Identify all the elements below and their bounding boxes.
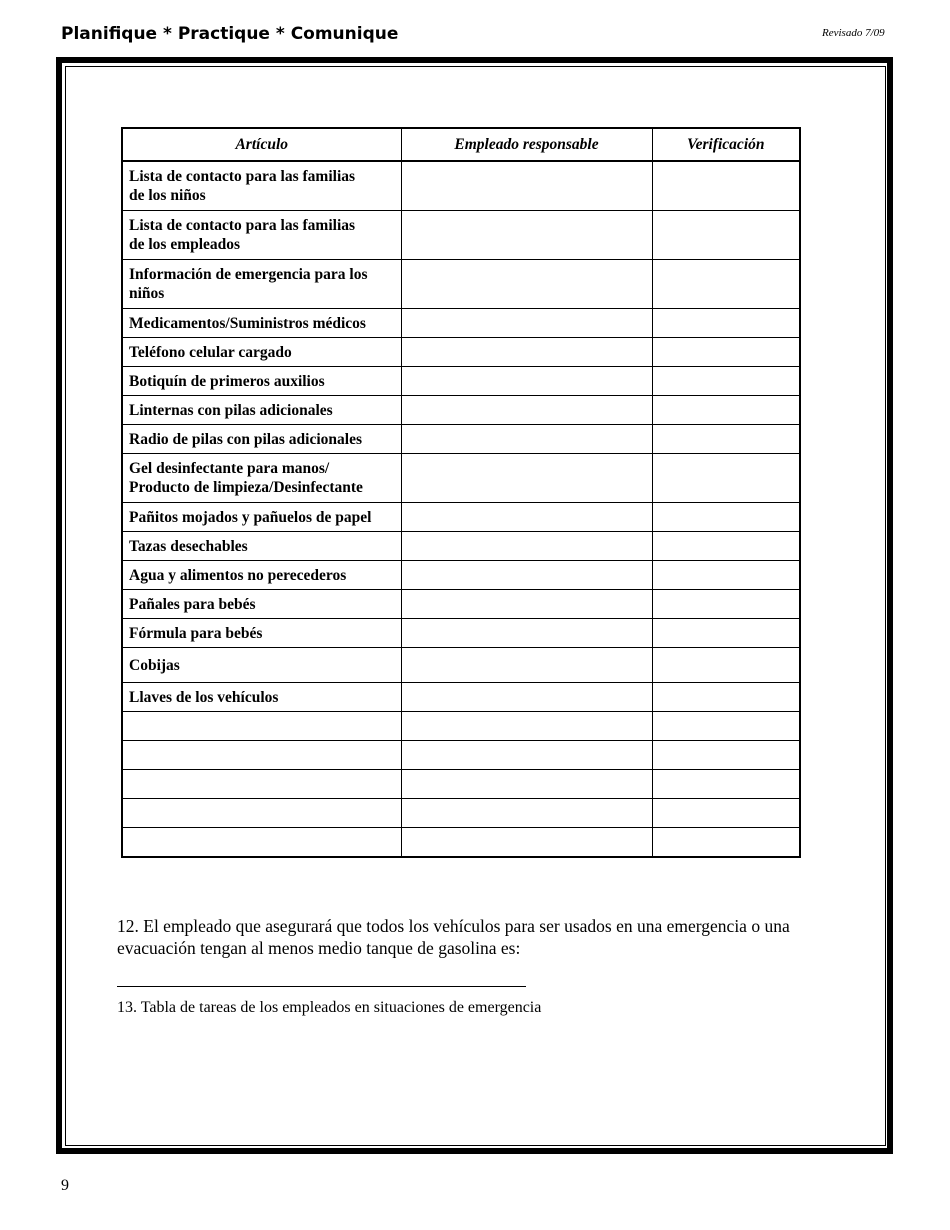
table-row [122,648,800,683]
verification-cell[interactable] [652,712,800,741]
item-cell [122,211,401,260]
item-cell-blank[interactable] [122,770,401,799]
verification-cell[interactable] [652,799,800,828]
item-cell [122,454,401,503]
responsible-employee-cell[interactable] [401,648,652,683]
item-cell: Radio de pilas con pilas adicionales [122,425,401,454]
item-label-line2: Producto de limpieza/Desinfectante [129,479,363,496]
verification-cell[interactable] [652,309,800,338]
responsible-employee-cell[interactable] [401,712,652,741]
verification-cell[interactable] [652,590,800,619]
item-cell: Llaves de los vehículos [122,683,401,712]
responsible-employee-cell[interactable] [401,741,652,770]
table-row [122,619,800,648]
table-row [122,161,800,211]
page-number: 9 [61,1177,69,1194]
table-row-blank [122,799,800,828]
verification-cell[interactable] [652,260,800,309]
column-header-item: Artículo [122,128,401,161]
responsible-employee-cell[interactable] [401,161,652,211]
item-cell: Agua y alimentos no perecederos [122,561,401,590]
revision-date: Revisado 7/09 [822,27,885,39]
item-cell [122,161,401,211]
item-cell-blank[interactable] [122,712,401,741]
table-row [122,590,800,619]
table-row [122,260,800,309]
item-cell: Medicamentos/Suministros médicos [122,309,401,338]
item-cell-blank[interactable] [122,799,401,828]
responsible-employee-cell[interactable] [401,338,652,367]
section-13-heading: 13. Tabla de tareas de los empleados en situaciones de emergencia [117,999,542,1016]
verification-cell[interactable] [652,770,800,799]
item-label-line1: Lista de contacto para las familias [129,217,356,234]
responsible-employee-cell[interactable] [401,799,652,828]
table-header-row [122,128,800,161]
verification-cell[interactable] [652,532,800,561]
verification-cell[interactable] [652,619,800,648]
table-row [122,561,800,590]
question-12-answer-line[interactable] [117,986,526,987]
responsible-employee-cell[interactable] [401,590,652,619]
item-label-line1: Información de emergencia para los [129,266,368,283]
verification-cell[interactable] [652,396,800,425]
verification-cell[interactable] [652,561,800,590]
item-cell-blank[interactable] [122,828,401,858]
responsible-employee-cell[interactable] [401,683,652,712]
item-cell-blank[interactable] [122,741,401,770]
table-row [122,309,800,338]
verification-cell[interactable] [652,161,800,211]
table-row [122,503,800,532]
item-cell: Pañitos mojados y pañuelos de papel [122,503,401,532]
emergency-supplies-table [121,127,801,858]
table-row-blank [122,828,800,858]
item-cell: Botiquín de primeros auxilios [122,367,401,396]
item-label-line2: de los empleados [129,236,241,253]
table-row [122,454,800,503]
item-label-line1: Lista de contacto para las familias [129,168,356,185]
item-cell: Teléfono celular cargado [122,338,401,367]
responsible-employee-cell[interactable] [401,425,652,454]
item-cell: Cobijas [122,648,401,683]
verification-cell[interactable] [652,211,800,260]
table-row [122,532,800,561]
item-label-line2: niños [129,285,165,302]
column-header-verification: Verificación [652,128,800,161]
verification-cell[interactable] [652,828,800,858]
responsible-employee-cell[interactable] [401,828,652,858]
responsible-employee-cell[interactable] [401,619,652,648]
table-row [122,683,800,712]
item-cell: Tazas desechables [122,532,401,561]
responsible-employee-cell[interactable] [401,309,652,338]
table-row-blank [122,712,800,741]
table-row [122,338,800,367]
responsible-employee-cell[interactable] [401,211,652,260]
verification-cell[interactable] [652,425,800,454]
table-row [122,396,800,425]
verification-cell[interactable] [652,503,800,532]
verification-cell[interactable] [652,454,800,503]
table-row-blank [122,770,800,799]
item-cell [122,260,401,309]
responsible-employee-cell[interactable] [401,367,652,396]
table-row-blank [122,741,800,770]
responsible-employee-cell[interactable] [401,503,652,532]
table-row [122,425,800,454]
table-row [122,211,800,260]
verification-cell[interactable] [652,367,800,396]
item-cell: Fórmula para bebés [122,619,401,648]
item-label-line1: Gel desinfectante para manos/ [129,460,330,477]
verification-cell[interactable] [652,741,800,770]
column-header-responsible-employee: Empleado responsable [401,128,652,161]
responsible-employee-cell[interactable] [401,532,652,561]
verification-cell[interactable] [652,683,800,712]
responsible-employee-cell[interactable] [401,561,652,590]
item-cell: Pañales para bebés [122,590,401,619]
question-12-text: 12. El empleado que asegurará que todos los vehículos para ser usados en una emergencia o una evacuación tengan al menos medio tanque de gasolina es: [117,916,790,958]
page-header-title: Planifique * Practique * Comunique [61,24,399,44]
responsible-employee-cell[interactable] [401,770,652,799]
verification-cell[interactable] [652,338,800,367]
responsible-employee-cell[interactable] [401,454,652,503]
responsible-employee-cell[interactable] [401,396,652,425]
table-row [122,367,800,396]
item-label-line2: de los niños [129,187,206,204]
verification-cell[interactable] [652,648,800,683]
item-cell: Linternas con pilas adicionales [122,396,401,425]
responsible-employee-cell[interactable] [401,260,652,309]
